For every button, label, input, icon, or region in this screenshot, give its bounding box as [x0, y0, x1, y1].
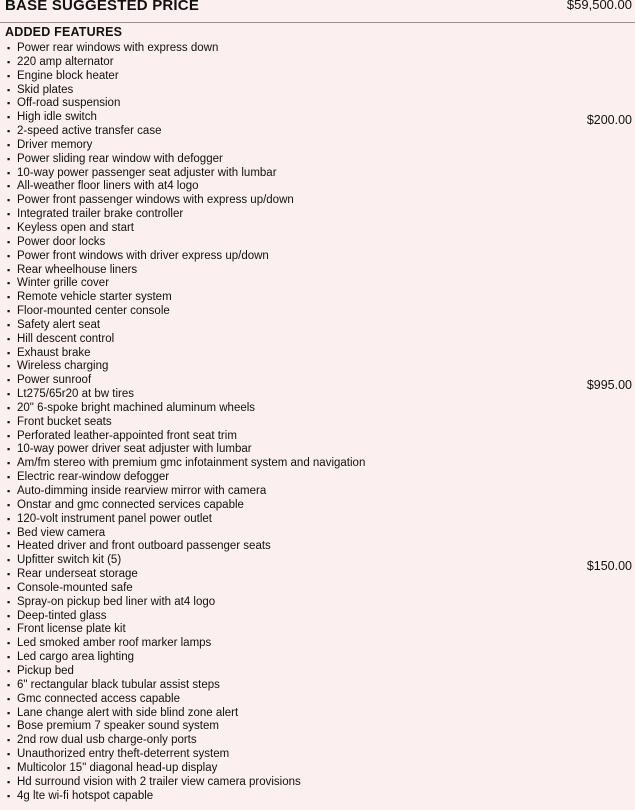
feature-item: ▪ Led smoked amber roof marker lamps: [7, 637, 365, 651]
feature-item: ▪ Heated driver and front outboard passenger seats: [7, 540, 365, 554]
feature-item: ▪ Am/fm stereo with premium gmc infotainment system and navigation: [7, 457, 365, 471]
option-price-2: $995.00: [586, 378, 632, 392]
base-price-row: [0, 0, 635, 23]
feature-item: ▪ Unauthorized entry theft-deterrent system: [7, 748, 365, 762]
feature-item: ▪ 20" 6-spoke bright machined aluminum wheels: [7, 402, 365, 416]
feature-item: ▪ Engine block heater: [7, 70, 365, 84]
feature-item: ▪ 10-way power passenger seat adjuster with lumbar: [7, 167, 365, 181]
feature-item: ▪ Hill descent control: [7, 333, 365, 347]
feature-item: ▪ Electric rear-window defogger: [7, 471, 365, 485]
feature-item: ▪ Auto-dimming inside rearview mirror with camera: [7, 485, 365, 499]
feature-item: ▪ Exhaust brake: [7, 347, 365, 361]
feature-item: ▪ Power door locks: [7, 236, 365, 250]
feature-item: ▪ 6" rectangular black tubular assist steps: [7, 679, 365, 693]
added-features-title: ADDED FEATURES: [5, 25, 123, 39]
feature-item: ▪ Off-road suspension: [7, 97, 365, 111]
feature-item: ▪ Rear underseat storage: [7, 568, 365, 582]
feature-item: ▪ Power rear windows with express down: [7, 42, 365, 56]
feature-item: ▪ Power sunroof: [7, 374, 365, 388]
feature-item: ▪ Power front passenger windows with express up/down: [7, 194, 365, 208]
feature-item: ▪ 220 amp alternator: [7, 56, 365, 70]
feature-item: ▪ Gmc connected access capable: [7, 693, 365, 707]
feature-item: ▪ Keyless open and start: [7, 222, 365, 236]
feature-item: ▪ Hd surround vision with 2 trailer view camera provisions: [7, 776, 365, 790]
feature-item: ▪ 4g lte wi-fi hotspot capable: [7, 790, 365, 804]
added-features-list: [7, 42, 365, 803]
feature-item: ▪ Led cargo area lighting: [7, 651, 365, 665]
feature-item: ▪ Floor-mounted center console: [7, 305, 365, 319]
feature-item: ▪ Pickup bed: [7, 665, 365, 679]
feature-item: ▪ Front bucket seats: [7, 416, 365, 430]
feature-item: ▪ Front license plate kit: [7, 623, 365, 637]
feature-item: ▪ Power sliding rear window with defogger: [7, 153, 365, 167]
feature-item: ▪ Safety alert seat: [7, 319, 365, 333]
feature-item: ▪ 10-way power driver seat adjuster with lumbar: [7, 443, 365, 457]
feature-item: ▪ Spray-on pickup bed liner with at4 logo: [7, 596, 365, 610]
feature-item: ▪ Lt275/65r20 at bw tires: [7, 388, 365, 402]
feature-item: ▪ High idle switch: [7, 111, 365, 125]
feature-item: ▪ Deep-tinted glass: [7, 610, 365, 624]
feature-item: ▪ Rear wheelhouse liners: [7, 264, 365, 278]
feature-item: ▪ Power front windows with driver express up/down: [7, 250, 365, 264]
feature-item: ▪ Upfitter switch kit (5): [7, 554, 365, 568]
feature-item: ▪ Winter grille cover: [7, 277, 365, 291]
feature-item: ▪ Wireless charging: [7, 360, 365, 374]
feature-item: ▪ Bose premium 7 speaker sound system: [7, 720, 365, 734]
feature-item: ▪ Lane change alert with side blind zone alert: [7, 707, 365, 721]
feature-item: ▪ Driver memory: [7, 139, 365, 153]
feature-item: ▪ 2-speed active transfer case: [7, 125, 365, 139]
feature-item: ▪ 120-volt instrument panel power outlet: [7, 513, 365, 527]
feature-item: ▪ Skid plates: [7, 84, 365, 98]
option-price-3: $150.00: [586, 559, 632, 573]
feature-item: ▪ 2nd row dual usb charge-only ports: [7, 734, 365, 748]
feature-item: ▪ All-weather floor liners with at4 logo: [7, 180, 365, 194]
base-price-value: $59,500.00: [566, 0, 632, 12]
feature-item: ▪ Perforated leather-appointed front seat trim: [7, 430, 365, 444]
feature-item: ▪ Remote vehicle starter system: [7, 291, 365, 305]
feature-item: ▪ Multicolor 15" diagonal head-up display: [7, 762, 365, 776]
feature-item: ▪ Onstar and gmc connected services capable: [7, 499, 365, 513]
feature-item: ▪ Integrated trailer brake controller: [7, 208, 365, 222]
feature-item: ▪ Console-mounted safe: [7, 582, 365, 596]
base-price-label: BASE SUGGESTED PRICE: [5, 0, 200, 14]
option-price-1: $200.00: [586, 113, 632, 127]
feature-item: ▪ Bed view camera: [7, 527, 365, 541]
